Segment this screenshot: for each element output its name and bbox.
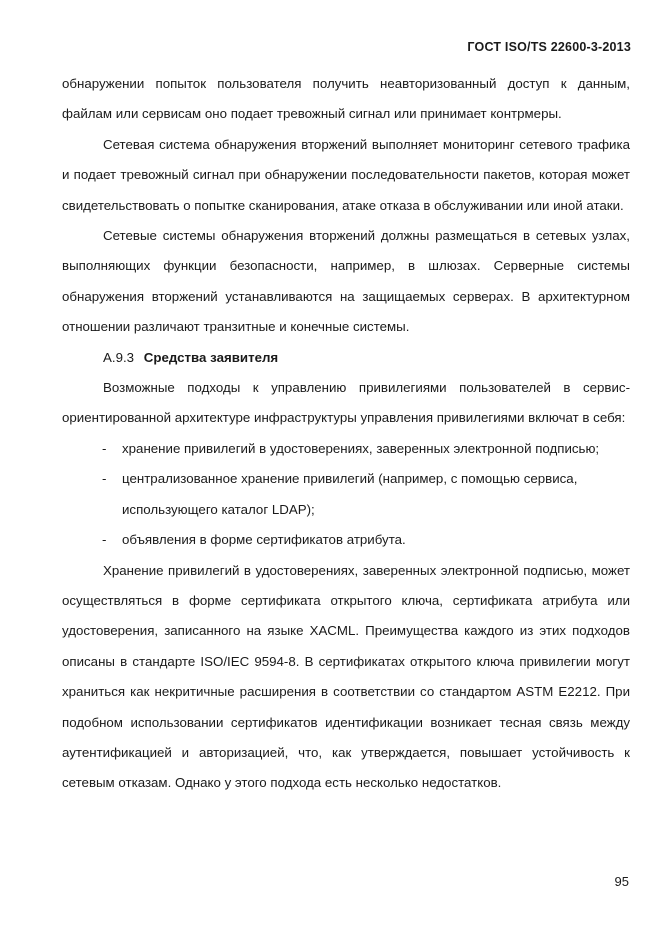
approaches-list [62,434,630,556]
paragraph-network-ids: Сетевая система обнаружения вторжений выполняет мониторинг сетевого трафика и подает тревожный сигнал при обнаружении последовательности пакетов, которая может свидетельствовать о попытке сканирования, атаке отказа в обслуживании или иной атаки. [62,136,630,213]
list-item-text: хранение привилегий в удостоверениях, заверенных электронной подписью; [122,440,600,456]
list-item-text: централизованное хранение привилегий (например, с помощью сервиса, использующего каталог LDAP); [122,471,578,517]
paragraph-continuation: обнаружении попыток пользователя получить неавторизованный доступ к данным, файлам или сервисам оно подает тревожный сигнал или принимает контрмеры. [62,76,630,122]
list-item [62,464,630,525]
document-header: ГОСТ ISO/TS 22600-3-2013 [467,40,631,54]
page-number: 95 [614,874,629,889]
paragraph-ids-placement: Сетевые системы обнаружения вторжений должны размещаться в сетевых узлах, выполняющих функции безопасности, например, в шлюзах. Серверные системы обнаружения вторжений устанавливаются на защищаемых серверах. В архитектурном отношении различают транзитные и конечные системы. [62,228,630,335]
page-body [62,69,630,799]
paragraph-intro: Возможные подходы к управлению привилегиями пользователей в сервис-ориентированной архитектуре инфраструктуры управления привилегиями включат в себя: [62,380,630,426]
section-title: Средства заявителя [143,349,279,365]
section-number: А.9.3 [103,349,135,365]
list-marker: - [102,471,107,487]
section-heading [62,343,630,373]
paragraph-closing: Хранение привилегий в удостоверениях, заверенных электронной подписью, может осуществляться в форме сертификата открытого ключа, сертификата атрибута или удостоверения, записанного на языке XACML. Преимущества каждого из этих подходов описаны в стандарте ISO/IEC 9594-8. В сертификатах открытого ключа привилегии могут храниться как некритичные расширения в соответствии со стандартом ASTM E2212. При подобном использовании сертификатов идентификации возникает тесная связь между аутентификацией и авторизацией, что, как утверждается, повышает устойчивость к сетевым отказам. Однако у этого подхода есть несколько недостатков. [62,562,630,791]
list-item [62,525,630,555]
list-item [62,434,630,464]
list-marker: - [102,440,107,456]
list-marker: - [102,532,107,548]
list-item-text: объявления в форме сертификатов атрибута. [122,532,406,548]
